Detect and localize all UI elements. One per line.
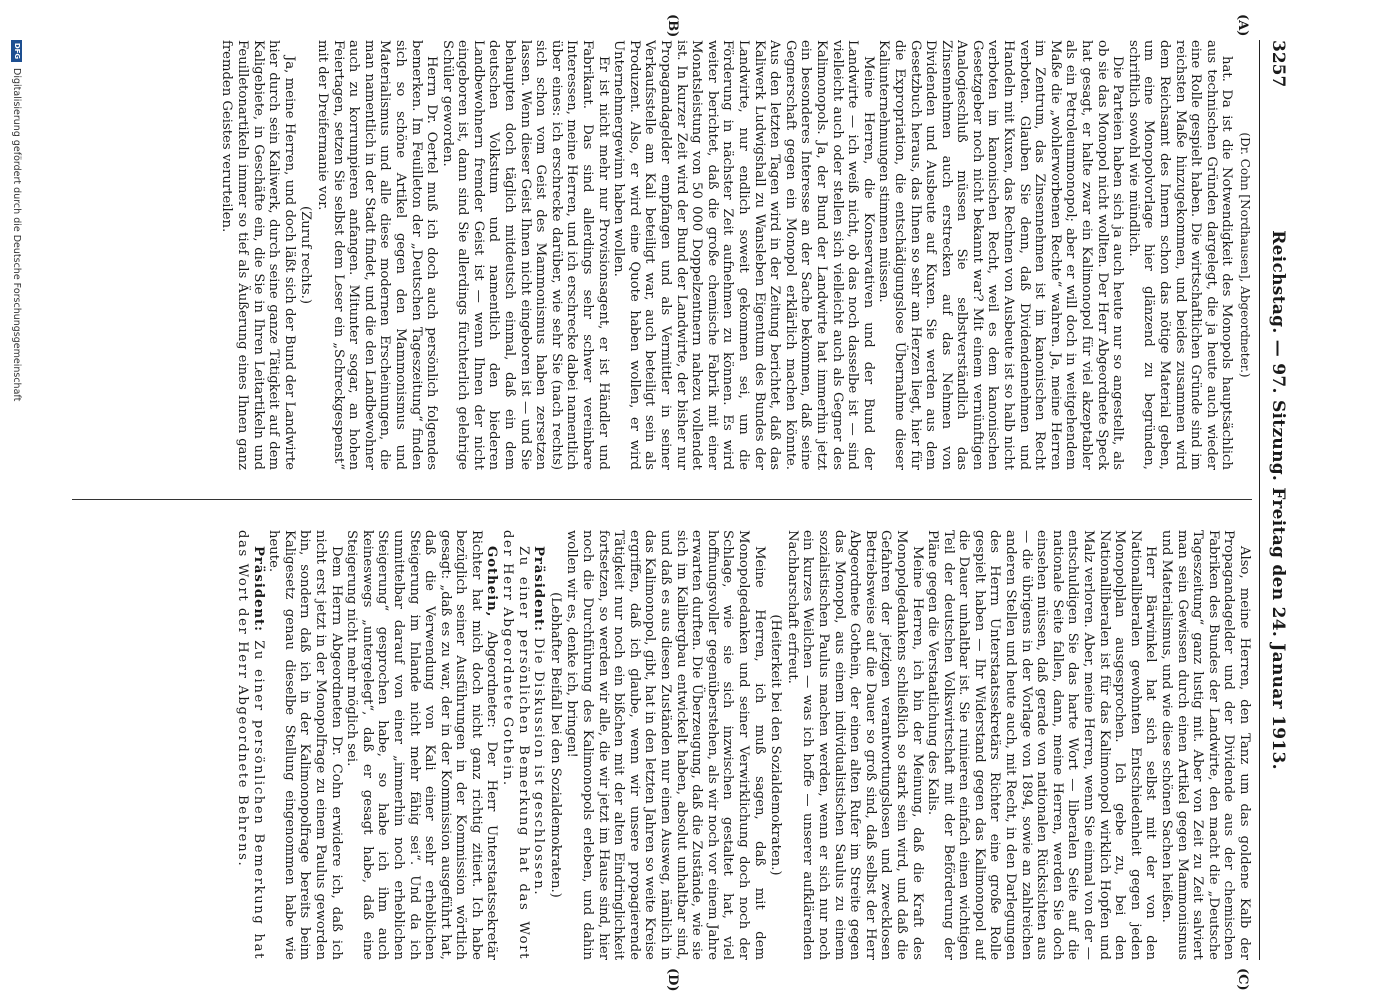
paragraph: Dem Herrn Abgeordneten Dr. Cohn erwidere ich, daß ich nicht erst jetzt in der Monopolfrage zu einem Paulus geworden bin, sondern daß ich in der Kalimonopolfrage bereits beim Kaligesetz genau dieselbe Stellung eingenommen habe wie heute. <box>266 530 344 960</box>
header-rule <box>1259 40 1260 960</box>
digitization-note <box>11 40 22 960</box>
speech-text: Abgeordneter: Der Herr Unterstaatssekretär Richter hat mich doch nicht ganz richtig zitiert. Ich habe bezüglich seiner Ausführungen in der Kommission wörtlich gesagt: „daß es zu war, der in der Kommission ausgeführt hat, daß die Verwendung von Kali einer sehr erheblichen Steigerung im Inlande nicht mehr fähig sei“. Und da ich unmittelbar darauf von einer „immerhin noch erheblichen Steigerung“ gesprochen habe, so habe ich ihm auch keineswegs „untergelegt“, daß er gesagt habe, daß eine Steigerung nicht mehr möglich sei. <box>344 530 500 960</box>
digitization-note-text: Digitalisierung gefördert durch die Deutsche Forschungsgemeinschaft <box>11 68 22 402</box>
speaker-name: Präsident: <box>250 546 266 633</box>
column-divider <box>72 499 1252 500</box>
left-column <box>72 40 1252 470</box>
speaker-name: Präsident: <box>531 546 547 633</box>
paragraph: Meine Herren, die Konservativen und der Bund der Landwirte — ich weiß nicht, ob das noch dasselbe ist — sind vielleicht auch oder stellen sich vielleicht auch als Gegner des Kalimonopols. Ja, der Bund der Landwirte hat immerhin jetzt ein besonderes Interesse an der Sache bekommen, daß seine Gegnerschaft gegen ein Monopol erklärlich machen könnte. Aus den letzten Tagen wird in der Zeitung berichtet, daß das Kaliwerk Ludwigshall zu Wansleben Eigentum des Bundes der Landwirte, nur endlich soweit gekommen sei, um die Förderung in nächster Zeit aufnehmen zu können. Es wird weiter berichtet, daß die große chemische Fabrik mit einer Monatsleistung von 50 000 Doppelzentnern nahezu vollendet ist. In kurzer Zeit wird der Bund der Landwirte, der bisher nur Propagandagelder empfangen und als Vermittler in seiner Verkaufsstelle am Kali beteiligt war, auch beteiligt sein als Produzent. Also, er wird eine Quote haben wollen, er wird Unternehmergewinn haben wollen. <box>611 40 876 470</box>
paragraph: hat. Da ist die Notwendigkeit des Monopols hauptsächlich aus technischen Gründen dargelegt, die ja heute auch wieder eine Rolle gespielt haben. Die wirtschaftlichen Gründe sind im reichsten Maße hinzugekommen, und beides zusammen wird dem Reichsamt des Innern schon das nötige Material geben, um eine Monopolvorlage hier glänzend zu begründen, schriftlich sowohl wie mündlich. <box>1125 40 1235 470</box>
paragraph: Ja, meine Herren, und doch läßt sich der Bund der Landwirte hier durch sein Kaliwerk, durch seine ganze Tätigkeit auf dem Kaligebiete, in Geschäfte ein, die Sie in Ihren Leitartikeln und Feuilletonartikeln immer so tief als Äußerung eines Ihnen ganz fremden Geistes verurteilen. <box>219 40 297 470</box>
paragraph: Die Parteien haben sich ja auch heute nur so angestellt, als ob sie das Monopol nicht wollten. Der Herr Abgeordnete Speck hat gesagt, er halte zwar ein Kalimonopol für viel akzeptabler als ein Petroleummonopol; aber er will doch in weitgehendem Maße die „wohlerworbenen Rechte“ wahren. Ja, meine Herren im Zentrum, das Zinsennehmen ist im kanonischen Recht verboten. Glauben Sie denn, daß Dividendennehmen und Handeln mit Kuxen, das Rechnen von Ausbeute ist so halb nicht verboten im kanonischen Recht, weil es dem kanonischen Gesetzgeber noch nicht bekannt war? Mit einem vernünftigen Analogieschluß müssen Sie selbstverständlich das Zinsennehmen auch erstrecken auf das Nehmen von Dividenden und Ausbeute auf Kuxen. Sie werden aus dem Gesetzbuch heraus, das Ihnen so sehr am Herzen liegt, hier für die Expropriation, die entschädigungslose Übernahme dieser Kaliunternehmungen stimmen müssen. <box>876 40 1126 470</box>
paragraph: Meine Herren, ich muß sagen, daß mit dem Monopolgedanken und seiner Verwirklichung doch noch der Schlage, wie sie sich inzwischen gestaltet hat, viel hoffnungsvoller gegenüberstehen, als wir noch vor einem Jahre erwarten durften. Die Überzeugung, daß die Zustände, wie sie sich im Kalibergbau entwickelt haben, absolut unhaltbar sind, und daß es aus diesen Zuständen nur einen Ausweg, nämlich in das Kalimonopol, gibt, hat in den letzten Jahren so weite Kreise ergriffen, daß ich glaube, wenn wir unsere propagierende Tätigkeit nur noch ein bißchen mit der alten Eindringlichkeit fortsetzen, so werden wir alle, die wir jetzt im Hause sind, hier noch die Durchführung des Kalimonopols erleben, und dahin wollen wir es, denke ich, bringen! <box>564 530 767 960</box>
paragraph: Zu einer persönlichen Bemerkung hat das Wort der Herr Abgeordnete Gothein. <box>500 530 531 960</box>
paragraph: Meine Herren, ich bin der Meinung, daß die Kraft des Monopolgedankens schließlich so stark sein wird, und daß die Gefahren der jetzigen verantwortungslosen und zwecklosen Betriebsweise auf die Dauer so groß sind, daß selbst der Herr Abgeordnete Gothein, der einen alten Rufer im Streite gegen das Monopol, aus einem individualistischen Saulus zu einem sozialistischen Paulus machen werden, wenn er sich nur noch ein kurzes Weilchen — was ich hoffe — unserer aufklärenden Nachbarschaft erfreut. <box>784 530 925 960</box>
paragraph: Er ist nicht mehr nur Provisionsagent, er ist Händler und Fabrikant. Das sind allerdings sehr schwer vereinbare Interessen, meine Herren, und ich erschrecke dabei namentlich über eines: ich erschrecke darüber, wie sehr Sie (nach rechts) sich schon vom Geist des Mammonismus haben zersetzen lassen. Wenn dieser Geist Ihnen nicht eingeboren ist — und Sie behaupten doch täglich mitdeutsch einmal, daß ein dem deutschen Volkstum und namentlich den biederen Landbewohnern fremder Geist ist — wenn Ihnen der nicht eingeboren ist, dann sind Sie allerdings fürchterlich gelehrige Schüler geworden. <box>439 40 611 470</box>
speaker-paragraph <box>531 530 547 960</box>
speaker-name: Gothein, <box>484 546 500 618</box>
speech-text: Zu einer persönlichen Bemerkung hat das Wort der Herr Abgeordnete Behrens. <box>235 530 266 960</box>
dfg-logo: DFG <box>11 40 22 62</box>
margin-mark-a: (A) <box>1235 14 1250 37</box>
margin-mark-b: (B) <box>665 14 680 38</box>
paragraph: Herrn Dr. Oertel muß ich doch auch persönlich folgendes bemerken. Im Feuilleton der „Deutschen Tageszeitung“ finden sich so schöne Artikel gegen den Mammonismus und Materialismus und alle diese modernen Erscheinungen, die man namentlich in der Stadt findet, und die den Landbewohner auch zu korrumpieren anfangen. Mitunter sogar, an hohen Feiertagen, setzen Sie selbst dem Leser ein „Schreckgespenst“ mit der Dreifermanie vor. <box>314 40 440 470</box>
stage-direction: (Lebhafter Beifall bei den Sozialdemokraten.) <box>547 592 563 898</box>
stage-direction: (Zuruf rechts.) <box>298 205 314 305</box>
paragraph: Also, meine Herren, den Tanz um das goldene Kalb der Propagandagelder und der Dividende aus der chemischen Fabriken des Bundes der Landwirte, den macht die „Deutsche Tageszeitung“ ganz lustig mit. Aber von Zeit zu Zeit salviert man sein Gewissen durch einen Artikel gegen Mammonismus und Materialismus, und wie diese schönen Sachen heißen. <box>1159 530 1252 960</box>
speech-text: Die Diskussion ist geschlossen. <box>531 632 547 897</box>
right-column <box>72 530 1252 960</box>
stage-direction: (Heiterkeit bei den Sozialdemokraten.) <box>768 614 784 876</box>
speaker-paragraph <box>234 530 265 960</box>
running-title: Reichstag. — 97. Sitzung. Freitag den 24. Januar 1913. <box>1268 230 1288 770</box>
column-caption: (Dr. Cohn [Nordhausen], Abgeordneter.) <box>1238 132 1252 378</box>
paragraph: Herr Bärwinkel hat sich selbst mit der von den Nationalliberalen gewohnten Entschiedenheit gegen jeden Monopolplan ausgesprochen. Ich gebe zu, bei den Nationalliberalen ist für das Kalimonopol wirklich Hopfen und Malz verloren. Aber, meine Herren, wenn Sie einmal von der — entschuldigen Sie das harte Wort — liberalen Seite auf die nationale Seite fallen, dann, meine Herren, werden Sie doch einsehen müssen, daß gerade von nationalen Rücksichten aus — die übrigens in der Vorlage von 1894, sowie an zahlreichen anderen Stellen und heute auch, mit Recht, in den Darlegungen des Herrn Unterstaatssekretärs Richter eine große Rolle gespielt haben — Ihr Widerstand gegen das Kalimonopol auf die Dauer unhaltbar ist. Sie ruinieren einfach einen wichtigen Teil der deutschen Volkswirtschaft mit der Beförderung der Pläne gegen die Verstaatlichung des Kalis. <box>925 530 1159 960</box>
page-number: 3257 <box>1268 40 1288 88</box>
speaker-paragraph <box>344 530 500 960</box>
margin-mark-d: (D) <box>665 968 680 992</box>
page-header <box>1262 40 1292 960</box>
margin-mark-c: (C) <box>1235 968 1250 991</box>
